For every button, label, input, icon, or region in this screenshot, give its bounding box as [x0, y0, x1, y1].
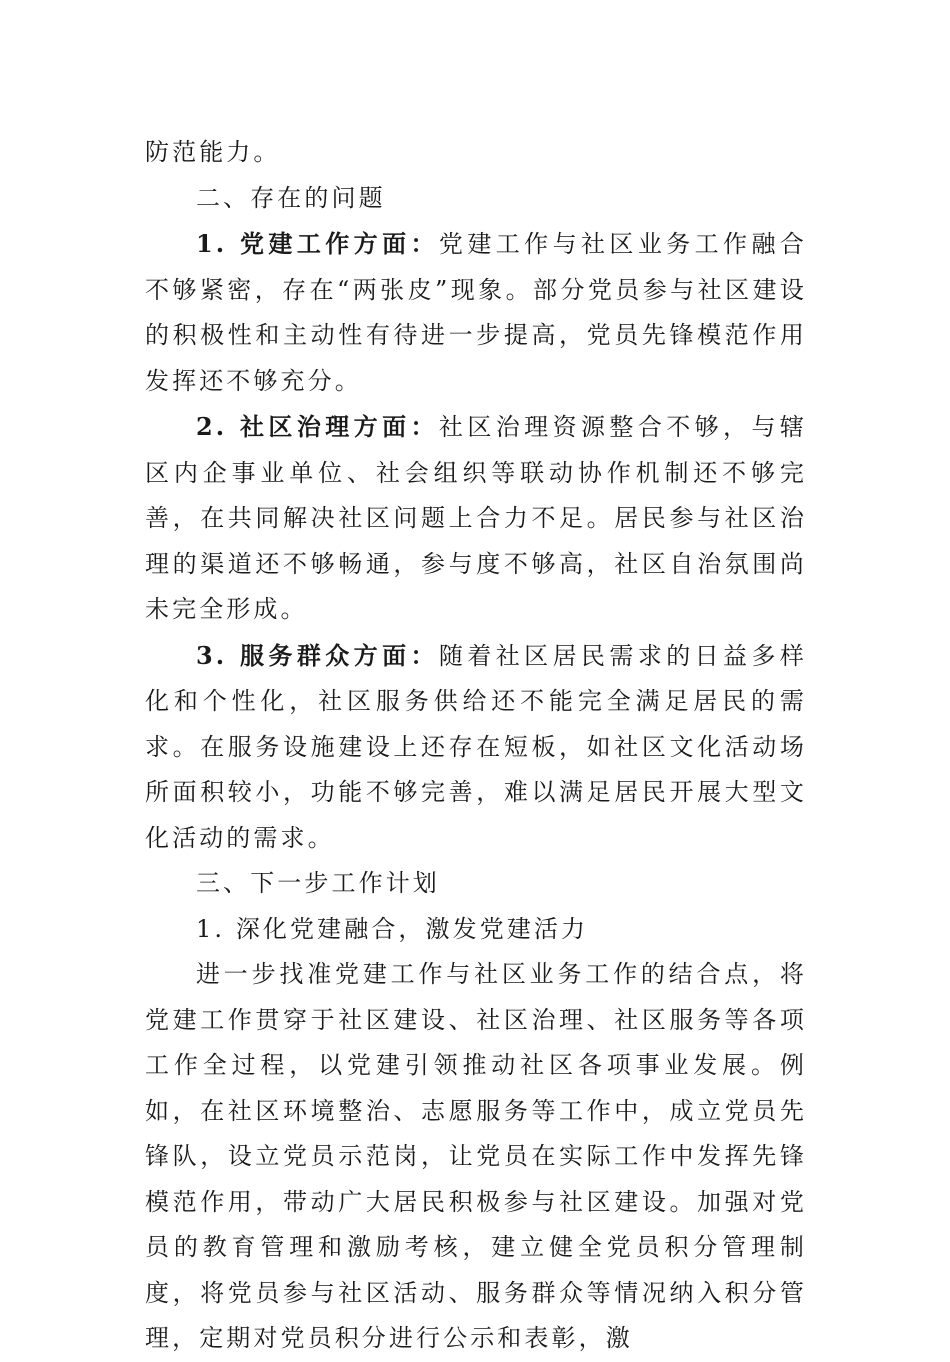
subheading-party-integration: 1. 深化党建融合，激发党建活力 [196, 914, 589, 943]
problem-label: 3. 服务群众方面： [196, 640, 439, 670]
section-heading-problems: 二、存在的问题 [196, 183, 386, 212]
problem-text: 随着社区居民需求的日益多样化和个性化，社区服务供给还不能完全满足居民的需求。在服务设施建设上还存在短板，如社区文化活动场所面积较小，功能不够完善，难以满足居民开展大型文化活动的需求。 [145, 641, 807, 852]
problem-paragraph-governance [145, 404, 807, 633]
paragraph-continuation: 防范能力。 [145, 138, 281, 166]
problem-text: 社区治理资源整合不够，与辖区内企事业单位、社会组织等联动协作机制还不够完善，在共同解决社区问题上合力不足。居民参与社区治理的渠道还不够畅通，参与度不够高，社区自治氛围尚未完全形成。 [145, 413, 807, 623]
problem-label: 2. 社区治理方面： [196, 412, 439, 441]
paragraph-party-integration: 进一步找准党建工作与社区业务工作的结合点，将党建工作贯穿于社区建设、社区治理、社区服务等各项工作全过程，以党建引领推动社区各项事业发展。例如，在社区环境整治、志愿服务等工作中，成立党员先锋队，设立党员示范岗，让党员在实际工作中发挥先锋模范作用，带动广大居民积极参与社区建设。加强对党员的教育管理和激励考核，建立健全党员积分管理制度，将党员参与社区活动、服务群众等情况纳入积分管理，定期对党员积分进行公示和表彰，激 [145, 960, 807, 1352]
problem-label: 1. 党建工作方面： [196, 229, 439, 258]
problem-paragraph-party-building [145, 221, 807, 404]
problem-text: 党建工作与社区业务工作融合不够紧密，存在“两张皮”现象。部分党员参与社区建设的积极性和主动性有待进一步提高，党员先锋模范作用发挥还不够充分。 [145, 230, 807, 395]
problem-paragraph-service [145, 633, 807, 862]
section-heading-next-plan: 三、下一步工作计划 [196, 869, 440, 897]
